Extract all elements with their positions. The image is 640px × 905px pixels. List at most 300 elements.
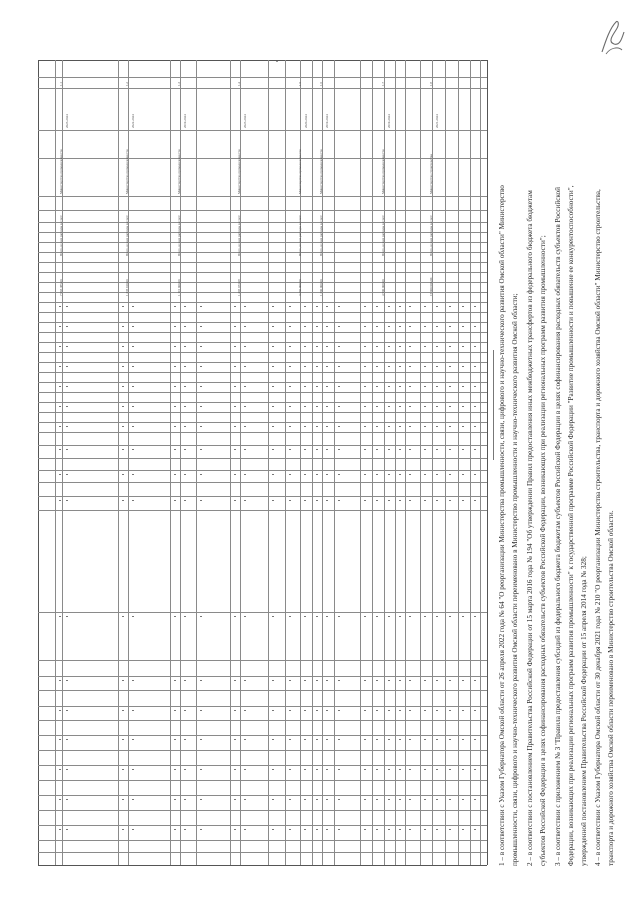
cell-value-mark [388,474,390,475]
cell-value-mark [326,306,328,307]
cell-value-mark [424,616,426,617]
cell-value-mark [399,799,401,800]
cell-value-mark [234,500,236,501]
cell-value-mark [449,799,451,800]
cell-value-mark [289,739,291,740]
cell-value-mark [132,739,134,740]
cell-value-mark [424,326,426,327]
cell-value-mark [364,426,366,427]
cell-value-mark [244,474,246,475]
cell-value-mark [474,616,476,617]
cell-value-mark [234,710,236,711]
cell-value-mark [424,426,426,427]
cell-value-mark [122,474,124,475]
cell-value-mark [399,426,401,427]
cell-value-mark [316,426,318,427]
cell-value-mark [462,449,464,450]
cell-value-mark [316,769,318,770]
cell-value-mark [462,680,464,681]
cell-value-mark [132,474,134,475]
table-cell-code: 1.1 [59,82,63,86]
cell-value-mark [234,680,236,681]
cell-value-mark [132,449,134,450]
cell-value-mark [316,306,318,307]
cell-value-mark [132,426,134,427]
cell-value-mark [59,406,61,407]
cell-value-mark [474,306,476,307]
cell-value-mark [399,326,401,327]
cell-value-mark [376,406,378,407]
cell-value-mark [200,769,202,770]
cell-value-mark [174,474,176,475]
cell-value-mark [244,346,246,347]
cell-value-mark [462,406,464,407]
cell-value-mark [200,739,202,740]
cell-value-mark [174,680,176,681]
cell-value-mark [326,799,328,800]
cell-value-mark [326,474,328,475]
cell-value-mark [304,829,306,830]
cell-value-mark [272,710,274,711]
cell-value-mark [338,326,340,327]
cell-value-mark [462,386,464,387]
cell-value-mark [326,829,328,830]
cell-value-mark [449,739,451,740]
cell-value-mark [338,366,340,367]
cell-value-mark [424,680,426,681]
cell-value-mark [66,426,68,427]
cell-value-mark [272,426,274,427]
table-cell-executor: Министерство промышленности [298,149,302,194]
cell-value-mark [364,386,366,387]
cell-value-mark [449,769,451,770]
cell-value-mark [59,500,61,501]
cell-value-mark [122,386,124,387]
cell-value-mark [184,710,186,711]
table-cell-total: 1 116 000,00 [177,279,181,296]
cell-value-mark [122,769,124,770]
cell-value-mark [244,406,246,407]
row-separator [480,60,481,865]
cell-value-mark [449,346,451,347]
footnote-line: 3 – в соответствии с приложением № 3 "Правила предоставления субсидий из федерального бюджета бюджетам субъектов Российской Федерации в целях софинансирования расходных обязательств субъектов Российской [554,187,562,866]
cell-value-mark [66,346,68,347]
cell-value-mark [399,366,401,367]
cell-value-mark [59,616,61,617]
cell-value-mark [364,799,366,800]
cell-value-mark [364,474,366,475]
cell-value-mark [338,500,340,501]
cell-value-mark [409,500,411,501]
table-cell-total: 7 993 385,00 [59,279,63,296]
cell-value-mark [449,500,451,501]
table-cell-total: 3 450 000,00 [298,279,302,296]
cell-value-mark [409,829,411,830]
cell-value-mark [200,346,202,347]
table-cell-executor: Министерство строительства [429,154,433,194]
cell-value-mark [174,449,176,450]
cell-value-mark [449,616,451,617]
table-cell-code: 1.6 [319,82,323,86]
cell-value-mark [388,739,390,740]
cell-value-mark [338,474,340,475]
cell-value-mark [59,799,61,800]
cell-value-mark [399,739,401,740]
cell-value-mark [184,326,186,327]
cell-value-mark [244,366,246,367]
cell-value-mark [234,326,236,327]
cell-value-mark [174,616,176,617]
cell-value-mark [409,769,411,770]
cell-value-mark [272,680,274,681]
cell-value-mark [376,426,378,427]
cell-value-mark [449,406,451,407]
cell-value-mark [436,500,438,501]
cell-value-mark [174,739,176,740]
cell-value-mark [376,500,378,501]
cell-value-mark [424,799,426,800]
table-cell-source: Всего, из них расходы за счет: [59,214,63,256]
cell-value-mark [409,326,411,327]
cell-value-mark [388,449,390,450]
cell-value-mark [289,326,291,327]
cell-value-mark [289,426,291,427]
cell-value-mark [436,680,438,681]
cell-value-mark [388,426,390,427]
cell-value-mark [449,426,451,427]
cell-value-mark [234,426,236,427]
row-separator [55,60,56,865]
table-cell-years: 2023-2024 [243,114,247,128]
cell-value-mark [316,386,318,387]
cell-value-mark [462,426,464,427]
cell-value-mark [200,680,202,681]
cell-value-mark [449,680,451,681]
cell-value-mark [364,406,366,407]
cell-value-mark [122,616,124,617]
cell-value-mark [289,829,291,830]
cell-value-mark [424,710,426,711]
cell-value-mark [449,366,451,367]
cell-value-mark [338,306,340,307]
table-cell-source: Всего, из них расходы за счет: [237,214,241,256]
cell-value-mark [462,829,464,830]
table-border-right [487,60,488,865]
cell-value-mark [449,710,451,711]
cell-value-mark [244,799,246,800]
cell-value-mark [474,366,476,367]
table-cell-code: 1.5 [298,82,302,86]
signature-icon [596,18,628,58]
cell-value-mark [409,799,411,800]
cell-value-mark [364,829,366,830]
cell-value-mark [409,386,411,387]
row-separator [458,60,459,865]
cell-value-mark [272,616,274,617]
cell-value-mark [424,346,426,347]
cell-value-mark [436,406,438,407]
cell-value-mark [376,710,378,711]
cell-value-mark [326,346,328,347]
cell-value-mark [474,769,476,770]
cell-value-mark [184,680,186,681]
cell-value-mark [409,306,411,307]
cell-value-mark [449,326,451,327]
cell-value-mark [132,326,134,327]
cell-value-mark [424,306,426,307]
cell-value-mark [272,386,274,387]
footnote-line: 2 – в соответствии с постановлением Правительства Российской Федерации от 15 марта 2016 года № 194 "Об утверждении Правил предоставления иных межбюджетных трансфертов из федерального бюджета бюджетам [526,190,534,866]
cell-value-mark [59,829,61,830]
table-cell-code: 1.8 [429,82,433,86]
cell-value-mark [174,426,176,427]
footnote-separator [493,350,494,460]
table-cell-source: Всего, из них расходы за счет: [298,214,302,256]
cell-value-mark [338,449,340,450]
cell-value-mark [409,426,411,427]
cell-value-mark [174,346,176,347]
cell-value-mark [388,799,390,800]
cell-value-mark [424,829,426,830]
cell-value-mark [289,616,291,617]
cell-value-mark [316,616,318,617]
cell-value-mark [376,769,378,770]
cell-value-mark [234,306,236,307]
cell-value-mark [184,739,186,740]
cell-value-mark [376,306,378,307]
cell-value-mark [174,406,176,407]
cell-value-mark [388,366,390,367]
cell-value-mark [66,386,68,387]
cell-value-mark [399,680,401,681]
cell-value-mark [234,799,236,800]
cell-value-mark [304,500,306,501]
cell-value-mark [132,616,134,617]
cell-value-mark [66,829,68,830]
cell-value-mark [449,386,451,387]
cell-value-mark [316,829,318,830]
cell-value-mark [388,386,390,387]
cell-value-mark [338,346,340,347]
cell-value-mark [376,326,378,327]
cell-value-mark [462,474,464,475]
cell-value-mark [474,829,476,830]
cell-value-mark [364,616,366,617]
table-border-left [38,60,39,865]
row-separator [405,60,406,865]
cell-value-mark [316,366,318,367]
cell-value-mark [174,829,176,830]
cell-value-mark [409,680,411,681]
cell-value-mark [436,346,438,347]
table-cell-executor: Министерство промышленности [237,149,241,194]
cell-value-mark [289,500,291,501]
row-separator [230,60,231,865]
cell-value-mark [122,710,124,711]
cell-value-mark [59,680,61,681]
cell-value-mark [376,386,378,387]
cell-value-mark [326,680,328,681]
cell-value-mark [200,426,202,427]
table-cell-total: 15 000 000,00 [429,277,433,296]
cell-value-mark [474,426,476,427]
cell-value-mark [272,474,274,475]
cell-value-mark [424,769,426,770]
cell-value-mark [304,426,306,427]
table-cell-total: 4 500 000,00 [381,279,385,296]
cell-value-mark [316,474,318,475]
cell-value-mark [59,710,61,711]
cell-value-mark [338,799,340,800]
cell-value-mark [436,449,438,450]
footnote-line: 4 – в соответствии с Указом Губернатора Омской области от 30 декабря 2021 года № 210 "О реорганизации Министерства строительства, транспорта и дорожного хозяйства Омской области" Министерство строительства, [594,189,602,866]
cell-value-mark [272,449,274,450]
cell-value-mark [184,346,186,347]
cell-value-mark [132,406,134,407]
table-cell-executor: Министерство промышленности [319,149,323,194]
table-cell-source: Всего, из них расходы за счет: [319,214,323,256]
cell-value-mark [174,500,176,501]
cell-value-mark [289,406,291,407]
cell-value-mark [436,799,438,800]
cell-value-mark [244,500,246,501]
cell-value-mark [316,680,318,681]
row-separator [360,60,361,865]
cell-value-mark [338,426,340,427]
cell-value-mark [364,449,366,450]
cell-value-mark [338,739,340,740]
cell-value-mark [122,426,124,427]
cell-value-mark [132,306,134,307]
cell-value-mark [289,769,291,770]
cell-value-mark [174,769,176,770]
cell-value-mark [132,710,134,711]
cell-value-mark [424,739,426,740]
cell-value-mark [462,710,464,711]
footnote-line: субъектов Российской Федерации в целях софинансирования расходных обязательств субъектов Российской Федерации, возникающих при реализации региональных программ развития промышленности"; [539,235,547,866]
cell-value-mark [122,406,124,407]
cell-value-mark [200,449,202,450]
cell-value-mark [474,449,476,450]
row-separator [312,60,313,865]
cell-value-mark [200,406,202,407]
cell-value-mark [66,326,68,327]
cell-value-mark [122,306,124,307]
cell-value-mark [338,386,340,387]
cell-value-mark [399,829,401,830]
table-cell-total: 1 335 100,00 [125,279,129,296]
cell-value-mark [122,739,124,740]
cell-value-mark [66,306,68,307]
cell-value-mark [234,386,236,387]
cell-value-mark [399,346,401,347]
cell-value-mark [174,799,176,800]
cell-value-mark [424,449,426,450]
cell-value-mark [234,346,236,347]
cell-value-mark [184,449,186,450]
cell-value-mark [388,346,390,347]
cell-value-mark [184,799,186,800]
cell-value-mark [388,710,390,711]
cell-value-mark [364,710,366,711]
cell-value-mark [272,326,274,327]
cell-value-mark [272,346,274,347]
cell-value-mark [449,829,451,830]
row-separator [334,60,335,865]
cell-value-mark [326,426,328,427]
table-cell-code: 1.7 [381,82,385,86]
cell-value-mark [59,769,61,770]
cell-value-mark [59,426,61,427]
cell-value-mark [304,474,306,475]
cell-value-mark [234,474,236,475]
cell-value-mark [272,500,274,501]
cell-value-mark [132,799,134,800]
cell-value-mark [316,449,318,450]
cell-value-mark [326,616,328,617]
cell-value-mark [326,500,328,501]
cell-value-mark [409,449,411,450]
cell-value-mark [388,306,390,307]
cell-value-mark [289,306,291,307]
cell-value-mark [59,306,61,307]
cell-value-mark [234,366,236,367]
cell-value-mark [449,474,451,475]
cell-value-mark [304,739,306,740]
cell-value-mark [59,326,61,327]
cell-value-mark [376,346,378,347]
cell-value-mark [409,616,411,617]
cell-value-mark [474,346,476,347]
cell-value-mark [272,739,274,740]
cell-value-mark [289,680,291,681]
cell-value-mark [304,799,306,800]
cell-value-mark [234,829,236,830]
cell-value-mark [474,406,476,407]
cell-value-mark [376,739,378,740]
cell-value-mark [338,769,340,770]
table-cell-years: 2019-2024 [325,114,329,128]
table-cell-total: 1 300 000,00 [319,279,323,296]
cell-value-mark [66,500,68,501]
cell-value-mark [436,739,438,740]
cell-value-mark [66,799,68,800]
cell-value-mark [184,474,186,475]
cell-value-mark [338,829,340,830]
cell-value-mark [338,680,340,681]
cell-value-mark [174,366,176,367]
table-cell-years: 2019-2024 [387,114,391,128]
cell-value-mark [66,616,68,617]
cell-value-mark [66,710,68,711]
cell-value-mark [132,346,134,347]
cell-value-mark [59,386,61,387]
cell-value-mark [66,449,68,450]
cell-value-mark [244,386,246,387]
table-cell-executor: Министерство промышленности [177,149,181,194]
cell-value-mark [376,799,378,800]
row-separator [372,60,373,865]
cell-value-mark [304,769,306,770]
cell-value-mark [200,616,202,617]
cell-value-mark [474,799,476,800]
cell-value-mark [424,366,426,367]
cell-value-mark [474,680,476,681]
cell-value-mark [272,799,274,800]
cell-value-mark [122,500,124,501]
cell-value-mark [184,306,186,307]
cell-value-mark [326,739,328,740]
